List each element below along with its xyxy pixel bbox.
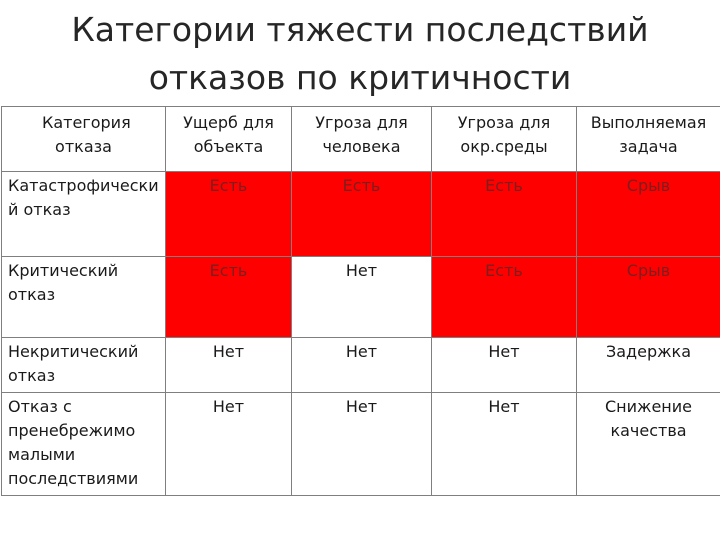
- cell-value: Снижение качества: [577, 393, 720, 496]
- cell-value: Задержка: [577, 338, 720, 393]
- cell-value: Есть: [432, 257, 577, 338]
- row-label: Некритический отказ: [2, 338, 166, 393]
- title-line-1: Категории тяжести последствий: [71, 10, 649, 49]
- cell-value: Есть: [432, 172, 577, 257]
- table-row: [2, 172, 720, 257]
- cell-value: Есть: [292, 172, 432, 257]
- header-object-damage: Ущерб для объекта: [166, 107, 292, 172]
- cell-value: Нет: [432, 338, 577, 393]
- severity-table: [1, 106, 720, 496]
- cell-value: Нет: [292, 393, 432, 496]
- table-row: [2, 393, 720, 496]
- header-human-threat: Угроза для человека: [292, 107, 432, 172]
- cell-value: Нет: [292, 257, 432, 338]
- header-category: Категория отказа: [2, 107, 166, 172]
- page-title: [0, 6, 720, 102]
- cell-value: Есть: [166, 257, 292, 338]
- cell-value: Нет: [292, 338, 432, 393]
- row-label: Катастрофический отказ: [2, 172, 166, 257]
- table-header-row: [2, 107, 720, 172]
- cell-value: Срыв: [577, 257, 720, 338]
- title-line-2: отказов по критичности: [148, 58, 572, 97]
- cell-value: Нет: [166, 393, 292, 496]
- header-task: Выполняемая задача: [577, 107, 720, 172]
- table-row: [2, 338, 720, 393]
- row-label: Отказ с пренебрежимо малыми последствиями: [2, 393, 166, 496]
- cell-value: Срыв: [577, 172, 720, 257]
- header-environment-threat: Угроза для окр.среды: [432, 107, 577, 172]
- cell-value: Нет: [166, 338, 292, 393]
- cell-value: Есть: [166, 172, 292, 257]
- table-row: [2, 257, 720, 338]
- row-label: Критический отказ: [2, 257, 166, 338]
- cell-value: Нет: [432, 393, 577, 496]
